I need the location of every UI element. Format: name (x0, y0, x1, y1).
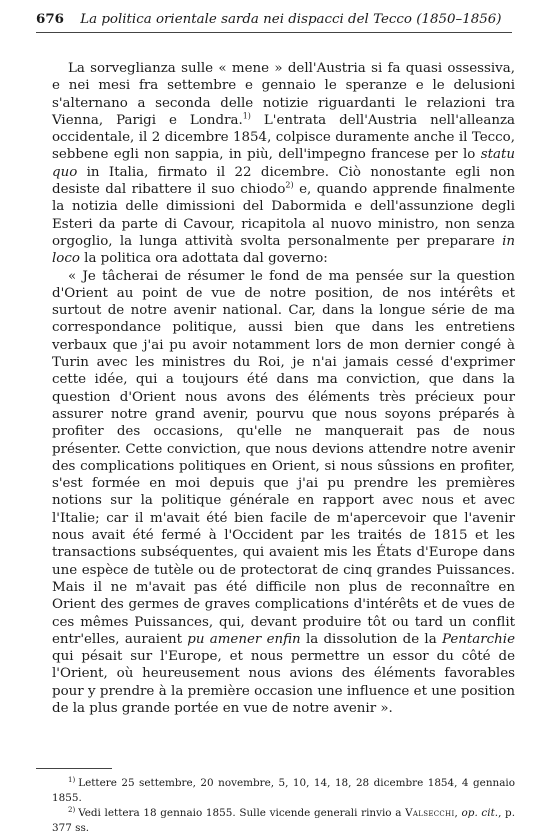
footnote-2-text-2: , (454, 807, 462, 819)
p2-italic-1: pu amener enfin (187, 631, 301, 647)
p2-italic-2: Pentarchie (441, 631, 516, 647)
p1-text-1: La sorveglianza sulle « mene » dell'Austria si fa quasi ossessiva, e nei mesi fra settembre e gennaio le speranze e le delusioni s'alternano a seconda delle notizie riguardanti le relazioni tra Vienna, Parigi e Londra. (52, 61, 515, 128)
footnote-2-italic: op. cit. (461, 807, 499, 819)
page-number: 676 (36, 11, 64, 27)
footnote-ref-2: 2) (285, 180, 294, 190)
body-text (52, 60, 515, 717)
footnote-1-number: 1) (68, 775, 76, 784)
footnotes (52, 776, 515, 836)
page-header (36, 10, 514, 29)
p1-text-4: e, quando apprende finalmente la notizia delle dimissioni del Dabormida e dell'assunzione degli Esteri da parte di Cavour, ricapitola al nuovo ministro, non senza orgoglio, la lunga attività svolta personalmente per preparare (52, 182, 515, 249)
footnote-rule (36, 768, 112, 769)
paragraph-quote (52, 268, 515, 718)
p1-text-2: L'entrata dell'Austria nell'alleanza occidentale, il 2 dicembre 1854, colpisce duramente anche il Tecco, sebbene egli non sappia, in più, dell'impegno francese per lo (52, 112, 515, 163)
footnote-2-text-3: , p. 377 ss. (52, 807, 516, 834)
p1-text-5: la politica ora adottata dal governo: (79, 251, 328, 267)
paragraph-intro (52, 60, 515, 268)
footnote-1-text: Lettere 25 settembre, 20 novembre, 5, 10, 14, 18, 28 dicembre 1854, 4 gennaio 1855. (52, 777, 515, 804)
footnote-ref-1: 1) (242, 111, 251, 121)
p2-text-3: qui pésait sur l'Europe, et nous permettre un essor du côté de l'Orient, où heureusement nous avions des éléments favorables pour y prendre à la première occasion une influence et une position de la plus grande portée en vue de notre avenir ». (52, 649, 515, 716)
p1-italic-1: statu quo (52, 147, 515, 180)
p1-text-3: in Italia, firmato il 22 dicembre. Ciò nonostante egli non desiste dal ribattere il suo chiodo (52, 164, 515, 198)
header-rule (36, 32, 512, 33)
p2-text-1: « Je tâcherai de résumer le fond de ma pensée sur la question d'Orient au point de vue de notre position, de nos intérêts et surtout de notre avenir national. Car, dans la longue série de ma correspondance politique, aussi bien que dans les entretiens verbaux que j'ai pu avoir notamment lors de mon dernier congé à Turin avec les ministres du Roi, je n'ai jamais cessé d'exprimer cette idée, qui a toujours été dans ma conviction, que dans la question d'Orient nous avons des éléments très précieux pour assurer notre grand avenir, pourvu que nous soyons préparés à profiter des occasions, qu'elle ne manquerait pas de nous présenter. Cette conviction, que nous devions attendre notre avenir des complications politiques en Orient, si nous sûssions en profiter, s'est formée en moi depuis que j'ai pu prendre les premières notions sur la politique générale en rapport avec nous et avec l'Italie; car il m'avait été bien facile de m'apercevoir que l'avenir nous avait été fermé à l'Occident par les traités de 1815 et les transactions subséquentes, qui avaient mis les États d'Europe dans une espèce de tutèle ou de protectorat de cinq grandes Puissances. Mais il ne m'avait pas été difficile non plus de reconnaître en Orient des germes de graves complications d'intérêts et de vues de ces mêmes Puissances, qui, devant produire tôt ou tard un conflit entr'elles, auraient (52, 268, 515, 647)
footnote-2 (52, 806, 515, 836)
footnote-2-number: 2) (68, 805, 76, 814)
p1-italic-2: in loco (52, 233, 515, 267)
footnote-1 (52, 776, 515, 806)
p2-text-2: la dissolution de la (300, 631, 442, 647)
footnote-2-author: Valsecchi (405, 807, 455, 819)
running-title: La politica orientale sarda nei dispacci del Tecco (1850–1856) (80, 12, 502, 27)
footnote-2-text-1: Vedi lettera 18 gennaio 1855. Sulle vicende generali rinvio a (78, 807, 406, 819)
